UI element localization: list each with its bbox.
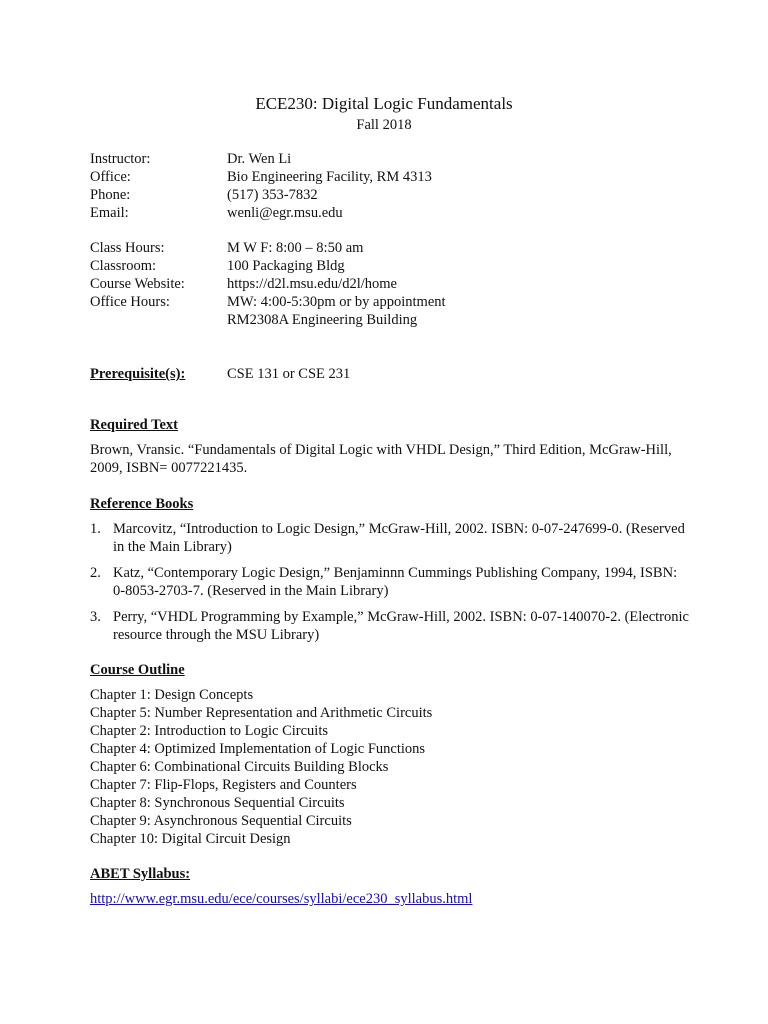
- course-title: ECE230: Digital Logic Fundamentals: [255, 94, 513, 113]
- list-item: Chapter 2: Introduction to Logic Circuits: [90, 723, 328, 739]
- list-item: Chapter 7: Flip-Flops, Registers and Counters: [90, 777, 357, 793]
- reference-book-text: Katz, “Contemporary Logic Design,” Benjaminnn Cummings Publishing Company, 1994, ISBN: 0-8053-2703-7. (Reserved in the Main Library): [113, 565, 678, 599]
- prerequisite-row: [90, 365, 350, 383]
- course-website-value: https://d2l.msu.edu/d2l/home: [227, 276, 397, 292]
- list-number: 1.: [90, 521, 101, 537]
- phone-value: (517) 353-7832: [227, 187, 318, 203]
- reference-book-text: Marcovitz, “Introduction to Logic Design,” McGraw-Hill, 2002. ISBN: 0-07-247699-0. (Reserved in the Main Library): [113, 521, 685, 555]
- office-hours-row: [90, 293, 446, 311]
- office-hours-value: MW: 4:00-5:30pm or by appointment: [227, 294, 446, 310]
- required-text-body: Brown, Vransic. “Fundamentals of Digital Logic with VHDL Design,” Third Edition, McGraw-Hill, 2009, ISBN= 0077221435.: [90, 442, 672, 476]
- office-row: [90, 168, 432, 186]
- email-value: wenli@egr.msu.edu: [227, 205, 343, 221]
- prerequisite-info: [90, 365, 350, 383]
- reference-book-text: Perry, “VHDL Programming by Example,” McGraw-Hill, 2002. ISBN: 0-07-140070-2. (Electronic resource through the MSU Library): [113, 609, 689, 643]
- phone-row: [90, 186, 432, 204]
- classroom-value: 100 Packaging Bldg: [227, 258, 345, 274]
- list-item: Chapter 10: Digital Circuit Design: [90, 831, 291, 847]
- prerequisite-value: CSE 131 or CSE 231: [227, 366, 351, 382]
- instructor-row: [90, 150, 432, 168]
- list-item: Chapter 4: Optimized Implementation of Logic Functions: [90, 741, 426, 757]
- prerequisite-label: Prerequisite(s):: [90, 366, 186, 382]
- office-location-value: RM2308A Engineering Building: [227, 312, 418, 328]
- list-item: Chapter 5: Number Representation and Arithmetic Circuits: [90, 705, 433, 721]
- office-location-row: [90, 311, 446, 329]
- contact-info: [90, 150, 432, 222]
- class-hours-label: Class Hours:: [90, 240, 165, 256]
- list-item: Chapter 1: Design Concepts: [90, 687, 254, 703]
- chapter-list: [90, 686, 432, 848]
- reference-books-list: [90, 520, 690, 652]
- classroom-label: Classroom:: [90, 258, 157, 274]
- schedule-info: [90, 239, 446, 329]
- classroom-row: [90, 257, 446, 275]
- required-text-heading: Required Text: [90, 417, 178, 433]
- email-row: [90, 204, 432, 222]
- office-hours-label: Office Hours:: [90, 294, 170, 310]
- instructor-value: Dr. Wen Li: [227, 151, 292, 167]
- course-website-row: [90, 275, 446, 293]
- course-outline-heading: Course Outline: [90, 662, 185, 678]
- office-location-label: [90, 311, 227, 329]
- phone-label: Phone:: [90, 187, 131, 203]
- office-label: Office:: [90, 169, 131, 185]
- list-item: Chapter 9: Asynchronous Sequential Circuits: [90, 813, 352, 829]
- list-item: [90, 520, 690, 556]
- email-label: Email:: [90, 205, 129, 221]
- class-hours-value: M W F: 8:00 – 8:50 am: [227, 240, 364, 256]
- abet-syllabus-heading: ABET Syllabus:: [90, 866, 191, 882]
- office-value: Bio Engineering Facility, RM 4313: [227, 169, 432, 185]
- reference-books-heading: Reference Books: [90, 496, 194, 512]
- abet-syllabus-link[interactable]: http://www.egr.msu.edu/ece/courses/syllabi/ece230_syllabus.html: [90, 891, 473, 907]
- list-number: 3.: [90, 609, 101, 625]
- course-term: Fall 2018: [356, 117, 412, 133]
- course-website-label: Course Website:: [90, 276, 185, 292]
- list-item: Chapter 8: Synchronous Sequential Circuits: [90, 795, 345, 811]
- instructor-label: Instructor:: [90, 151, 151, 167]
- list-item: Chapter 6: Combinational Circuits Building Blocks: [90, 759, 389, 775]
- list-item: [90, 608, 690, 644]
- class-hours-row: [90, 239, 446, 257]
- list-item: [90, 564, 690, 600]
- list-number: 2.: [90, 565, 101, 581]
